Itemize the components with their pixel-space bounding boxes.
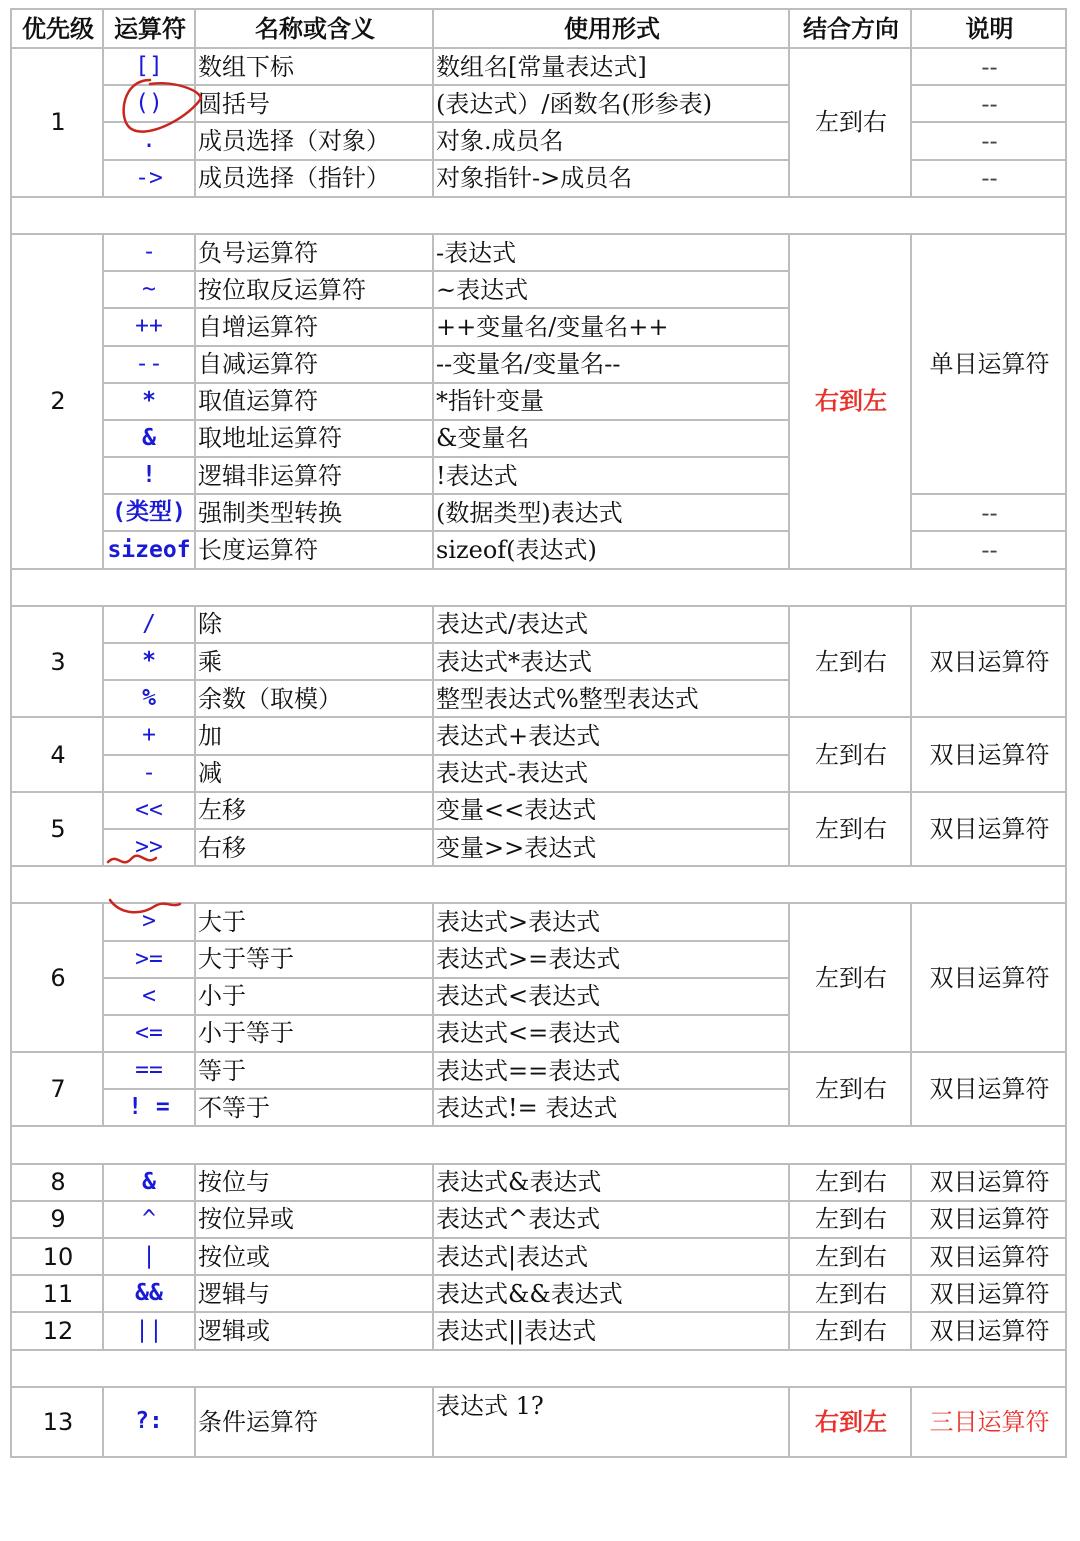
table-row <box>11 1238 1066 1275</box>
name-cell: 小于 <box>195 978 433 1015</box>
usage-cell: 表达式<=表达式 <box>433 1015 789 1052</box>
note-cell: 双目运算符 <box>911 792 1066 866</box>
operator-precedence-table-wrapper <box>10 8 1065 1458</box>
operator-cell: * <box>103 383 195 420</box>
priority-cell: 4 <box>11 717 103 791</box>
separator-cell <box>11 197 1066 234</box>
separator-row <box>11 197 1066 234</box>
name-cell: 成员选择（对象） <box>195 122 433 159</box>
note-cell: 双目运算符 <box>911 717 1066 791</box>
usage-cell: 表达式!= 表达式 <box>433 1089 789 1126</box>
operator-cell: >= <box>103 941 195 978</box>
direction-cell: 左到右 <box>789 717 911 791</box>
direction-cell: 左到右 <box>789 1312 911 1349</box>
note-cell: -- <box>911 48 1066 85</box>
operator-cell: | <box>103 1238 195 1275</box>
usage-cell: 表达式>表达式 <box>433 903 789 940</box>
separator-row <box>11 1126 1066 1163</box>
priority-cell: 11 <box>11 1275 103 1312</box>
usage-cell: ++变量名/变量名++ <box>433 308 789 345</box>
operator-cell: ~ <box>103 271 195 308</box>
operator-cell: - <box>103 234 195 271</box>
direction-cell: 左到右 <box>789 1275 911 1312</box>
usage-cell: 表达式<表达式 <box>433 978 789 1015</box>
direction-cell: 左到右 <box>789 48 911 197</box>
usage-cell: sizeof(表达式) <box>433 531 789 568</box>
table-row <box>11 1387 1066 1457</box>
usage-cell: 表达式&表达式 <box>433 1164 789 1201</box>
operator-cell: * <box>103 643 195 680</box>
name-cell: 逻辑非运算符 <box>195 457 433 494</box>
name-cell: 减 <box>195 755 433 792</box>
priority-cell: 3 <box>11 606 103 718</box>
name-cell: 大于 <box>195 903 433 940</box>
priority-cell: 6 <box>11 903 103 1052</box>
operator-cell: == <box>103 1052 195 1089</box>
name-cell: 右移 <box>195 829 433 866</box>
direction-cell: 左到右 <box>789 1201 911 1238</box>
name-cell: 大于等于 <box>195 941 433 978</box>
usage-cell: !表达式 <box>433 457 789 494</box>
operator-cell: / <box>103 606 195 643</box>
name-cell: 自增运算符 <box>195 308 433 345</box>
separator-cell <box>11 1126 1066 1163</box>
usage-cell: 表达式-表达式 <box>433 755 789 792</box>
direction-cell: 右到左 <box>789 1387 911 1457</box>
note-cell: -- <box>911 85 1066 122</box>
note-cell: 双目运算符 <box>911 1275 1066 1312</box>
usage-cell: 变量<<表达式 <box>433 792 789 829</box>
direction-cell: 左到右 <box>789 903 911 1052</box>
header-priority: 优先级 <box>11 9 103 48</box>
operator-cell: ++ <box>103 308 195 345</box>
usage-cell: 变量>>表达式 <box>433 829 789 866</box>
priority-cell: 10 <box>11 1238 103 1275</box>
usage-cell: 对象指针->成员名 <box>433 160 789 197</box>
usage-cell: 表达式+表达式 <box>433 717 789 754</box>
note-cell: 单目运算符 <box>911 234 1066 494</box>
priority-cell: 9 <box>11 1201 103 1238</box>
usage-cell: 表达式|表达式 <box>433 1238 789 1275</box>
operator-cell: && <box>103 1275 195 1312</box>
table-row <box>11 717 1066 754</box>
operator-cell: || <box>103 1312 195 1349</box>
name-cell: 取地址运算符 <box>195 420 433 457</box>
name-cell: 逻辑与 <box>195 1275 433 1312</box>
table-row <box>11 1201 1066 1238</box>
note-cell: 双目运算符 <box>911 1164 1066 1201</box>
name-cell: 除 <box>195 606 433 643</box>
name-cell: 加 <box>195 717 433 754</box>
operator-cell: -- <box>103 346 195 383</box>
table-row <box>11 1052 1066 1089</box>
name-cell: 成员选择（指针） <box>195 160 433 197</box>
note-cell: 双目运算符 <box>911 1312 1066 1349</box>
header-note: 说明 <box>911 9 1066 48</box>
table-row <box>11 1312 1066 1349</box>
separator-row <box>11 1350 1066 1387</box>
operator-cell: - <box>103 755 195 792</box>
operator-cell: < <box>103 978 195 1015</box>
name-cell: 强制类型转换 <box>195 494 433 531</box>
name-cell: 乘 <box>195 643 433 680</box>
usage-cell: (表达式）/函数名(形参表) <box>433 85 789 122</box>
priority-cell: 5 <box>11 792 103 866</box>
note-cell: 双目运算符 <box>911 1052 1066 1126</box>
usage-cell: 表达式 1? <box>433 1387 789 1457</box>
note-cell: -- <box>911 494 1066 531</box>
operator-cell: . <box>103 122 195 159</box>
separator-cell <box>11 1350 1066 1387</box>
name-cell: 负号运算符 <box>195 234 433 271</box>
usage-cell: 表达式/表达式 <box>433 606 789 643</box>
name-cell: 左移 <box>195 792 433 829</box>
operator-cell: >> <box>103 829 195 866</box>
operator-cell: ! = <box>103 1089 195 1126</box>
name-cell: 不等于 <box>195 1089 433 1126</box>
note-cell: 双目运算符 <box>911 606 1066 718</box>
operator-cell: % <box>103 680 195 717</box>
usage-cell: &变量名 <box>433 420 789 457</box>
name-cell: 条件运算符 <box>195 1387 433 1457</box>
usage-cell: 数组名[常量表达式] <box>433 48 789 85</box>
header-row <box>11 9 1066 48</box>
note-cell: -- <box>911 160 1066 197</box>
name-cell: 取值运算符 <box>195 383 433 420</box>
operator-cell: [] <box>103 48 195 85</box>
table-row <box>11 1164 1066 1201</box>
operator-cell: () <box>103 85 195 122</box>
usage-cell: -表达式 <box>433 234 789 271</box>
direction-cell: 左到右 <box>789 792 911 866</box>
operator-precedence-table <box>10 8 1067 1458</box>
note-cell: 双目运算符 <box>911 1201 1066 1238</box>
direction-cell: 左到右 <box>789 1164 911 1201</box>
table-row <box>11 606 1066 643</box>
operator-cell: > <box>103 903 195 940</box>
operator-cell: -> <box>103 160 195 197</box>
name-cell: 圆括号 <box>195 85 433 122</box>
operator-cell: (类型) <box>103 494 195 531</box>
priority-cell: 12 <box>11 1312 103 1349</box>
usage-cell: 表达式==表达式 <box>433 1052 789 1089</box>
note-cell: 双目运算符 <box>911 1238 1066 1275</box>
header-name: 名称或含义 <box>195 9 433 48</box>
header-operator: 运算符 <box>103 9 195 48</box>
operator-cell: + <box>103 717 195 754</box>
note-cell: 三目运算符 <box>911 1387 1066 1457</box>
operator-cell: & <box>103 1164 195 1201</box>
header-usage: 使用形式 <box>433 9 789 48</box>
usage-cell: 表达式&&表达式 <box>433 1275 789 1312</box>
usage-cell: ~表达式 <box>433 271 789 308</box>
direction-cell: 左到右 <box>789 1052 911 1126</box>
operator-cell: & <box>103 420 195 457</box>
operator-cell: sizeof <box>103 531 195 568</box>
table-row <box>11 48 1066 85</box>
separator-row <box>11 866 1066 903</box>
name-cell: 按位异或 <box>195 1201 433 1238</box>
priority-cell: 2 <box>11 234 103 569</box>
priority-cell: 7 <box>11 1052 103 1126</box>
name-cell: 按位与 <box>195 1164 433 1201</box>
usage-cell: 表达式*表达式 <box>433 643 789 680</box>
separator-cell <box>11 866 1066 903</box>
direction-cell: 右到左 <box>789 234 911 569</box>
usage-cell: 对象.成员名 <box>433 122 789 159</box>
usage-cell: 表达式||表达式 <box>433 1312 789 1349</box>
operator-cell: ?: <box>103 1387 195 1457</box>
priority-cell: 13 <box>11 1387 103 1457</box>
direction-cell: 左到右 <box>789 606 911 718</box>
usage-cell: --变量名/变量名-- <box>433 346 789 383</box>
table-row <box>11 1275 1066 1312</box>
note-cell: -- <box>911 531 1066 568</box>
table-row <box>11 903 1066 940</box>
name-cell: 等于 <box>195 1052 433 1089</box>
operator-cell: << <box>103 792 195 829</box>
separator-cell <box>11 569 1066 606</box>
usage-cell: 整型表达式%整型表达式 <box>433 680 789 717</box>
operator-cell: ! <box>103 457 195 494</box>
operator-cell: ^ <box>103 1201 195 1238</box>
name-cell: 自减运算符 <box>195 346 433 383</box>
name-cell: 长度运算符 <box>195 531 433 568</box>
usage-cell: 表达式>=表达式 <box>433 941 789 978</box>
name-cell: 按位或 <box>195 1238 433 1275</box>
name-cell: 余数（取模） <box>195 680 433 717</box>
name-cell: 数组下标 <box>195 48 433 85</box>
usage-cell: *指针变量 <box>433 383 789 420</box>
note-cell: 双目运算符 <box>911 903 1066 1052</box>
usage-cell: (数据类型)表达式 <box>433 494 789 531</box>
note-cell: -- <box>911 122 1066 159</box>
header-direction: 结合方向 <box>789 9 911 48</box>
priority-cell: 1 <box>11 48 103 197</box>
name-cell: 按位取反运算符 <box>195 271 433 308</box>
priority-cell: 8 <box>11 1164 103 1201</box>
separator-row <box>11 569 1066 606</box>
table-row <box>11 234 1066 271</box>
table-row <box>11 792 1066 829</box>
name-cell: 逻辑或 <box>195 1312 433 1349</box>
name-cell: 小于等于 <box>195 1015 433 1052</box>
operator-cell: <= <box>103 1015 195 1052</box>
direction-cell: 左到右 <box>789 1238 911 1275</box>
usage-cell: 表达式^表达式 <box>433 1201 789 1238</box>
